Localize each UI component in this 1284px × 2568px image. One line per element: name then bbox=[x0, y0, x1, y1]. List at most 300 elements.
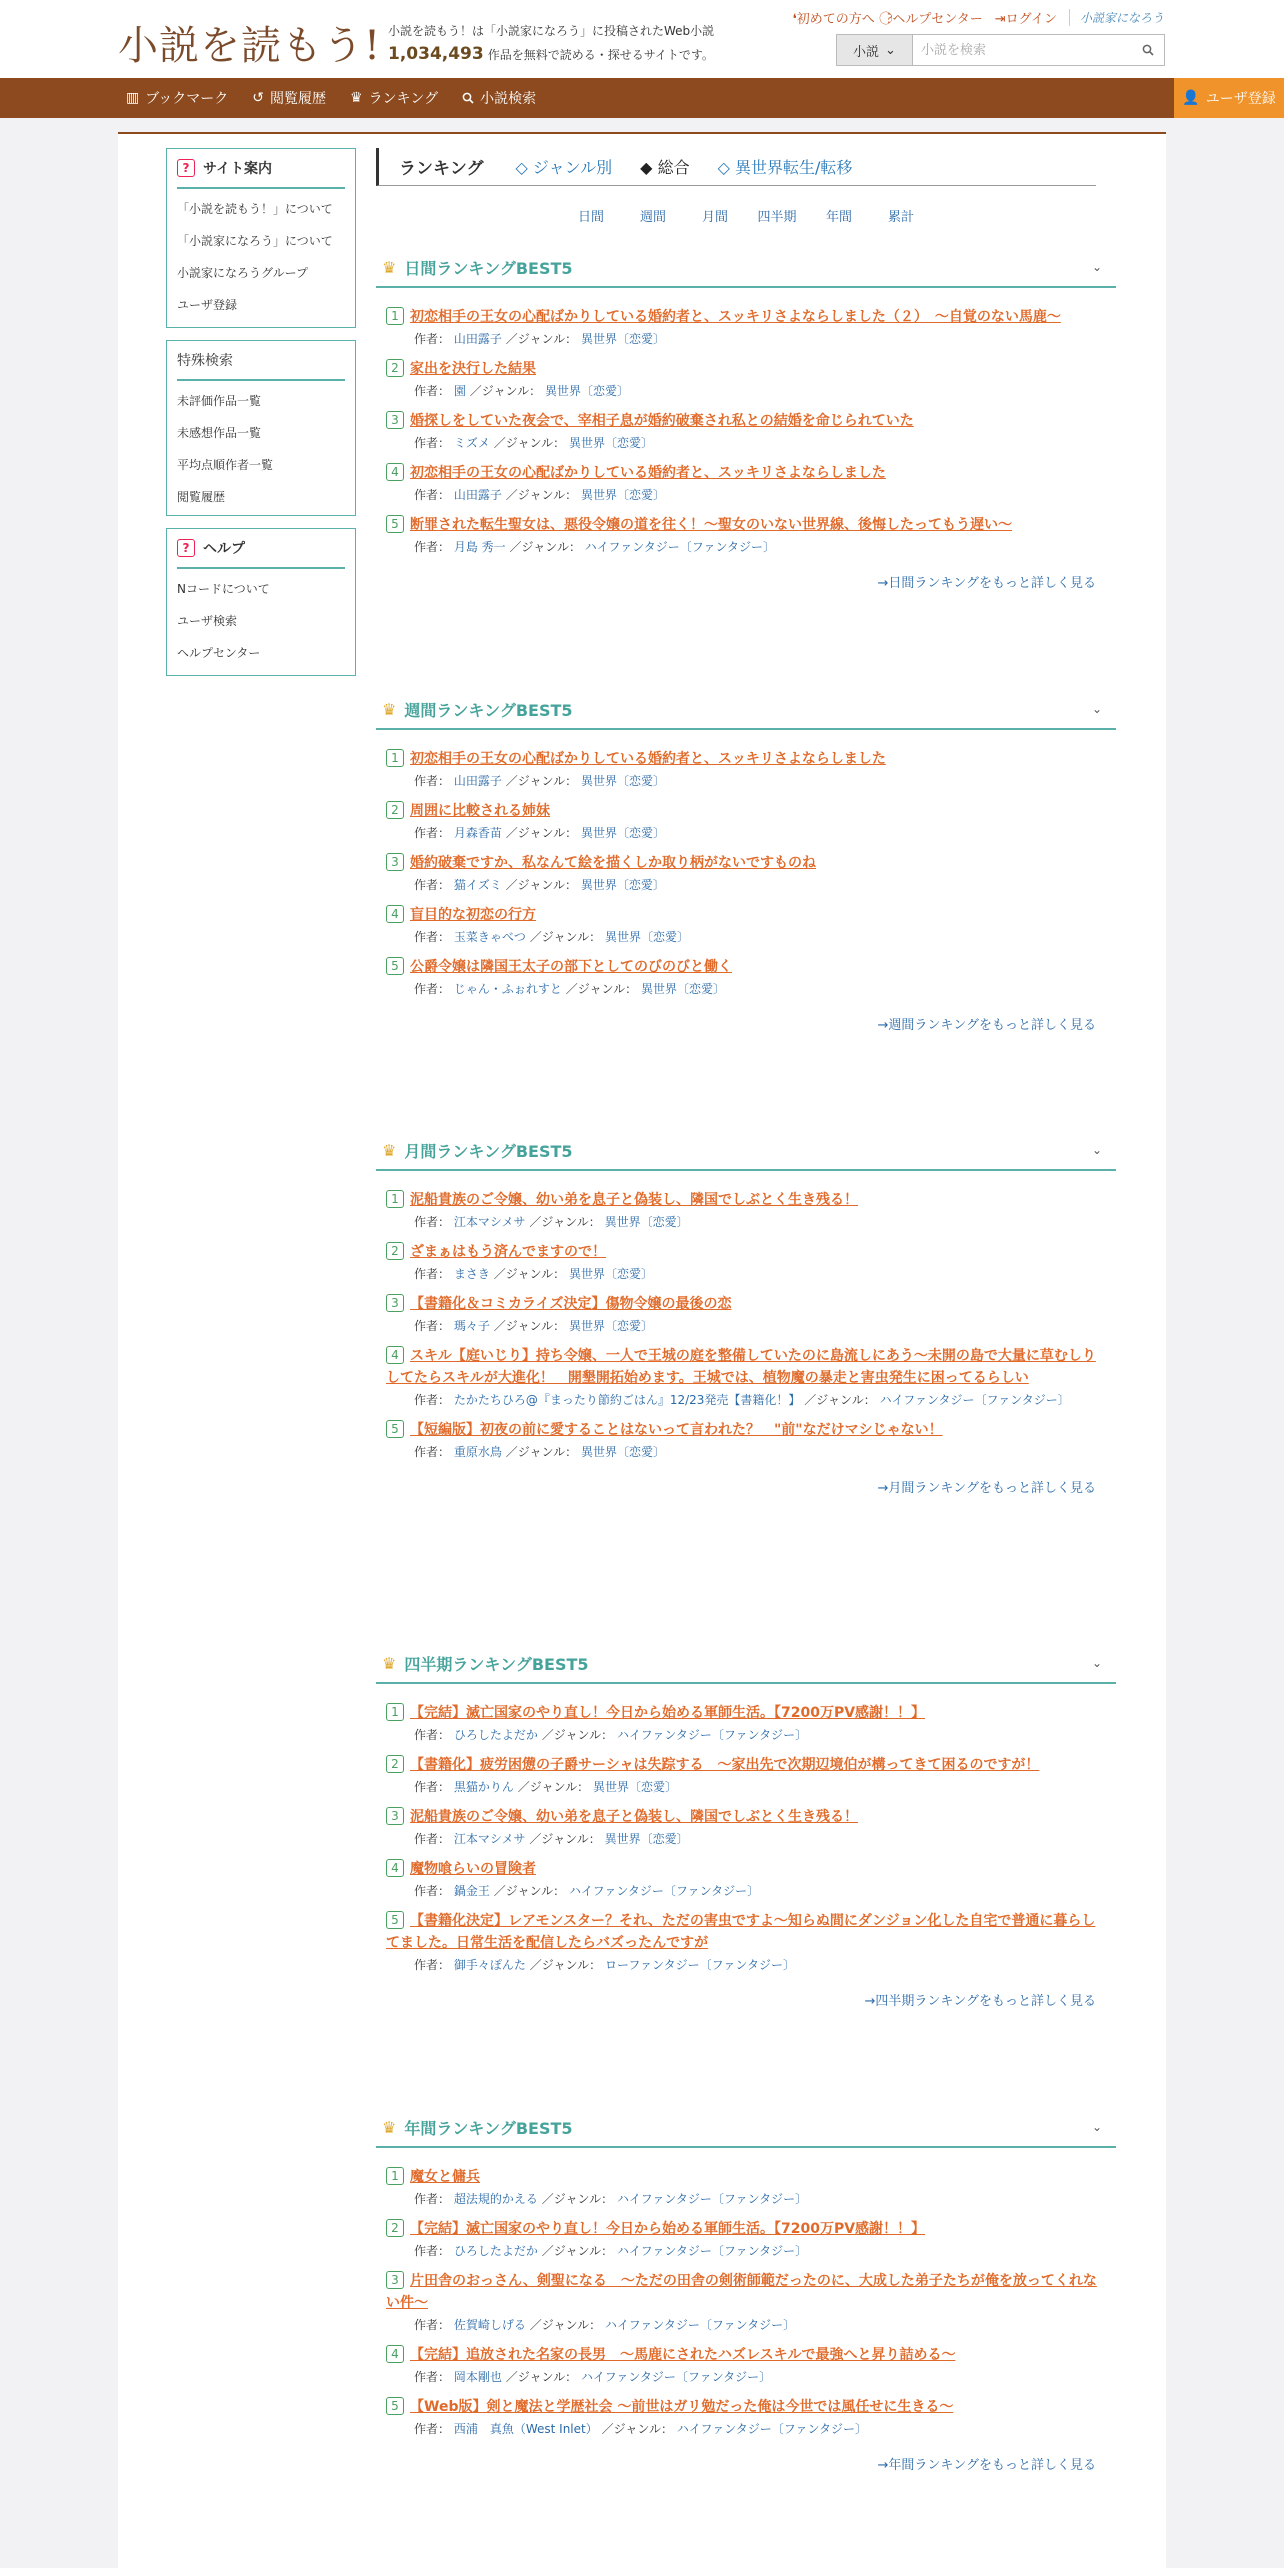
author-label: 作者： bbox=[414, 1780, 451, 1794]
chevron-down-icon[interactable]: ⌄ bbox=[1091, 1143, 1102, 1157]
section-header[interactable] bbox=[376, 1644, 1116, 1684]
ranking-entry bbox=[376, 1181, 1116, 1233]
login-link[interactable] bbox=[995, 8, 1057, 27]
rank-number: 2 bbox=[386, 801, 404, 819]
entry-meta bbox=[386, 432, 1106, 454]
entry-meta bbox=[386, 1880, 1106, 1902]
sidebar-item-ncode[interactable]: Nコードについて bbox=[177, 582, 270, 596]
entry-title: 魔物喰らいの冒険者 bbox=[410, 1861, 536, 1877]
genre-label: ／ジャンル： bbox=[529, 930, 602, 944]
entry-title: 婚約破棄ですか、私なんて絵を描くしか取り柄がないですものね bbox=[410, 855, 816, 871]
author-link[interactable]: 鍋金王 bbox=[453, 1884, 490, 1898]
work-count: 1,034,493 bbox=[388, 44, 484, 64]
ranking-entry bbox=[376, 454, 1116, 506]
author-link[interactable]: 玉菜きゃべつ bbox=[453, 930, 526, 944]
entry-title: 【完結】追放された名家の長男 〜馬鹿にされたハズレスキルで最強へと昇り詰める〜 bbox=[410, 2347, 956, 2363]
genre-label: ／ジャンル： bbox=[541, 1728, 614, 1742]
genre-link[interactable]: 異世界〔恋愛〕 bbox=[640, 982, 725, 996]
content-container bbox=[118, 132, 1166, 2568]
author-label: 作者： bbox=[414, 982, 451, 996]
genre-link[interactable]: ハイファンタジー〔ファンタジー〕 bbox=[879, 1393, 1070, 1407]
site-tagline: 小説を読もう！は「小説家になろう」に投稿されたWeb小説 bbox=[388, 24, 715, 38]
author-link[interactable]: 瑪々子 bbox=[453, 1319, 490, 1333]
sidebar-guide-title-label: サイト案内 bbox=[203, 161, 273, 177]
chevron-down-icon[interactable]: ⌄ bbox=[1091, 1656, 1102, 1670]
rank-number: 1 bbox=[386, 749, 404, 767]
entry-title-link[interactable] bbox=[386, 2399, 953, 2415]
sidebar-special bbox=[166, 340, 356, 516]
entry-title-link[interactable] bbox=[386, 2221, 925, 2237]
author-label: 作者： bbox=[414, 2192, 451, 2206]
author-link[interactable]: 佐賀崎しげる bbox=[453, 2318, 526, 2332]
ranking-entry bbox=[376, 896, 1116, 948]
entry-title: 【Web版】剣と魔法と学歴社会 〜前世はガリ勉だった俺は今世では風任せに生きる〜 bbox=[410, 2399, 954, 2415]
more-ranking-link[interactable]: →月間ランキングをもっと詳しく見る bbox=[877, 1481, 1096, 1496]
section-header[interactable] bbox=[376, 1131, 1116, 1171]
section-header[interactable] bbox=[376, 2108, 1116, 2148]
genre-link[interactable]: 異世界〔恋愛〕 bbox=[568, 436, 653, 450]
ranking-title: ランキング bbox=[399, 159, 484, 179]
ranking-entry bbox=[376, 1411, 1116, 1463]
nav-items bbox=[126, 78, 536, 118]
author-link[interactable]: 江本マシメサ bbox=[453, 1215, 526, 1229]
entry-title: 初恋相手の王女の心配ばかりしている婚約者と、スッキリさよならしました（２） 〜自覚のない馬鹿〜 bbox=[410, 309, 1061, 325]
nav-bookmark-label: ブックマーク bbox=[145, 91, 229, 107]
chevron-down-icon: ⌄ bbox=[885, 42, 896, 58]
genre-label: ／ジャンル： bbox=[529, 1215, 601, 1229]
more-ranking-link[interactable]: →年間ランキングをもっと詳しく見る bbox=[877, 2458, 1096, 2473]
genre-label: ／ジャンル： bbox=[469, 384, 542, 398]
genre-label: ／ジャンル： bbox=[565, 982, 638, 996]
entry-title: 【書籍化決定】レアモンスター？それ、ただの害虫ですよ〜知らぬ間にダンジョン化した自宅で普通に暮らしてました。日常生活を配信したらバズったんですが bbox=[386, 1913, 1096, 1951]
entry-title-link[interactable] bbox=[386, 1348, 1096, 1386]
ranking-entry bbox=[376, 1337, 1116, 1411]
ranking-entry bbox=[376, 2262, 1116, 2336]
author-label: 作者： bbox=[414, 436, 451, 450]
genre-label: ／ジャンル： bbox=[601, 2422, 674, 2436]
rank-number: 1 bbox=[386, 307, 404, 325]
entry-title-link[interactable] bbox=[386, 1705, 925, 1721]
entry-meta bbox=[386, 1441, 1106, 1463]
user-register-label: ユーザ登録 bbox=[1205, 91, 1276, 107]
genre-label: ／ジャンル： bbox=[505, 488, 578, 502]
rank-number: 3 bbox=[386, 2271, 404, 2289]
entry-title-link[interactable] bbox=[386, 1757, 1039, 1773]
login-label: ログイン bbox=[1005, 12, 1057, 27]
entry-title-link[interactable] bbox=[386, 1422, 943, 1438]
sidebar-special-title bbox=[177, 341, 345, 381]
entry-meta bbox=[386, 1954, 1106, 1976]
entry-title: 【短編版】初夜の前に愛することはないって言われた？ "前"なだけマシじゃない！ bbox=[410, 1422, 943, 1438]
author-label: 作者： bbox=[414, 2244, 451, 2258]
entry-title-link[interactable] bbox=[386, 2169, 480, 2185]
genre-label: ／ジャンル： bbox=[505, 2370, 578, 2384]
period-tab-total[interactable]: 累計 bbox=[887, 210, 914, 225]
author-label: 作者： bbox=[414, 1215, 451, 1229]
first-time-label: 初めての方へ bbox=[796, 12, 875, 27]
entry-meta bbox=[386, 380, 1106, 402]
author-label: 作者： bbox=[414, 2370, 451, 2384]
entry-title: 【完結】滅亡国家のやり直し！今日から始める軍師生活。【7200万PV感謝！！】 bbox=[410, 1705, 926, 1721]
entry-meta bbox=[386, 2314, 1106, 2336]
entry-meta bbox=[386, 1263, 1106, 1285]
author-link[interactable]: ひろしたよだか bbox=[453, 1728, 538, 1742]
nav-search-label: 小説検索 bbox=[480, 91, 537, 107]
period-tab-weekly[interactable]: 週間 bbox=[639, 210, 666, 225]
entry-meta bbox=[386, 1828, 1106, 1850]
rank-number: 3 bbox=[386, 411, 404, 429]
author-label: 作者： bbox=[414, 1267, 451, 1281]
ranking-section-monthly bbox=[376, 1131, 1116, 1496]
nav-history-label: 閲覧履歴 bbox=[270, 91, 326, 107]
genre-link[interactable]: ハイファンタジー〔ファンタジー〕 bbox=[676, 2422, 868, 2436]
ranking-entry bbox=[376, 1798, 1116, 1850]
author-label: 作者： bbox=[414, 488, 451, 502]
search-category-value: 小説 bbox=[853, 44, 880, 60]
ranking-entry bbox=[376, 948, 1116, 1000]
ranking-entry bbox=[376, 350, 1116, 402]
sidebar-item-about-narou[interactable]: 「小説家になろう」について bbox=[177, 234, 333, 248]
nav-search[interactable] bbox=[462, 88, 536, 108]
rank-number: 3 bbox=[386, 853, 404, 871]
entry-title-link[interactable] bbox=[386, 2273, 1097, 2311]
more-ranking-link[interactable]: →日間ランキングをもっと詳しく見る bbox=[877, 576, 1096, 591]
entry-title-link[interactable] bbox=[386, 1861, 536, 1877]
author-label: 作者： bbox=[414, 1958, 451, 1972]
author-link[interactable]: たかたちひろ@『まったり節約ごはん』12/23発売【書籍化！】 bbox=[453, 1393, 801, 1407]
book-icon: ❛ bbox=[792, 12, 797, 27]
entry-title-link[interactable] bbox=[386, 2347, 955, 2363]
user-register-button[interactable] bbox=[1174, 78, 1284, 118]
author-link[interactable]: じゃん・ふぉれすと bbox=[453, 982, 562, 996]
sidebar-help-title-label: ヘルプ bbox=[203, 541, 245, 557]
ranking-entry bbox=[376, 402, 1116, 454]
author-link[interactable]: 岡本剛也 bbox=[453, 2370, 502, 2384]
genre-label: ／ジャンル： bbox=[505, 1445, 578, 1459]
chevron-down-icon[interactable]: ⌄ bbox=[1091, 702, 1102, 716]
author-link[interactable]: 月島 秀一 bbox=[453, 540, 506, 554]
ranking-entry bbox=[376, 1902, 1116, 1976]
entry-title: 家出を決行した結果 bbox=[410, 361, 536, 377]
help-center-label: ヘルプセンター bbox=[892, 12, 983, 27]
rank-number: 5 bbox=[386, 1911, 404, 1929]
author-label: 作者： bbox=[414, 384, 451, 398]
sidebar-item-help-center[interactable]: ヘルプセンター bbox=[177, 646, 261, 660]
rank-number: 4 bbox=[386, 463, 404, 481]
author-link[interactable]: ひろしたよだか bbox=[453, 2244, 538, 2258]
entry-title-link[interactable] bbox=[386, 1296, 731, 1312]
sidebar-item-narou-group[interactable]: 小説家になろうグループ bbox=[177, 266, 309, 280]
crown-icon: ♛ bbox=[382, 1140, 397, 1160]
ranking-entry bbox=[376, 1285, 1116, 1337]
sidebar-item-history[interactable]: 閲覧履歴 bbox=[177, 490, 226, 504]
history-icon: ↺ bbox=[252, 90, 264, 106]
rank-number: 3 bbox=[386, 1807, 404, 1825]
entry-title-link[interactable] bbox=[386, 751, 886, 767]
section-title: 年間ランキングBEST5 bbox=[404, 2118, 573, 2138]
author-label: 作者： bbox=[414, 332, 451, 346]
section-header[interactable] bbox=[376, 690, 1116, 730]
genre-link[interactable]: 異世界〔恋愛〕 bbox=[544, 384, 629, 398]
entry-meta bbox=[386, 1776, 1106, 1798]
genre-link[interactable]: ハイファンタジー〔ファンタジー〕 bbox=[616, 2244, 808, 2258]
genre-label: ／ジャンル： bbox=[529, 1958, 602, 1972]
ranking-entry bbox=[376, 1694, 1116, 1746]
entry-title-link[interactable] bbox=[386, 1244, 606, 1260]
ranking-entry bbox=[376, 1233, 1116, 1285]
entry-title: 周囲に比較される姉妹 bbox=[410, 803, 550, 819]
genre-label: ／ジャンル： bbox=[493, 1319, 566, 1333]
rank-number: 4 bbox=[386, 1859, 404, 1877]
genre-label: ／ジャンル： bbox=[505, 826, 578, 840]
genre-link[interactable]: ハイファンタジー〔ファンタジー〕 bbox=[616, 2192, 808, 2206]
entry-meta bbox=[386, 978, 1106, 1000]
author-label: 作者： bbox=[414, 878, 451, 892]
rank-number: 5 bbox=[386, 2397, 404, 2415]
entry-meta bbox=[386, 770, 1106, 792]
author-link[interactable]: 月森香苗 bbox=[453, 826, 502, 840]
genre-link[interactable]: ローファンタジー〔ファンタジー〕 bbox=[604, 1958, 795, 1972]
genre-link[interactable]: ハイファンタジー〔ファンタジー〕 bbox=[616, 1728, 808, 1742]
genre-label: ／ジャンル： bbox=[505, 774, 578, 788]
question-icon: ? bbox=[177, 159, 195, 177]
sidebar-help bbox=[166, 528, 356, 676]
rank-number: 1 bbox=[386, 1703, 404, 1721]
ranking-section-quarterly bbox=[376, 1644, 1116, 2009]
entry-meta bbox=[386, 2418, 1106, 2440]
author-label: 作者： bbox=[414, 1728, 451, 1742]
rank-number: 3 bbox=[386, 1294, 404, 1312]
sidebar-item-unrated[interactable]: 未評価作品一覧 bbox=[177, 394, 262, 408]
search-category-select[interactable] bbox=[837, 35, 913, 65]
entry-title: 婚探しをしていた夜会で、宰相子息が婚約破棄され私との結婚を命じられていた bbox=[410, 413, 914, 429]
ranking-entry bbox=[376, 1746, 1116, 1798]
genre-link[interactable]: ハイファンタジー〔ファンタジー〕 bbox=[580, 2370, 772, 2384]
tab-genre[interactable]: ◇ ジャンル別 bbox=[515, 158, 613, 177]
entry-title-link[interactable] bbox=[386, 1809, 858, 1825]
section-header[interactable] bbox=[376, 248, 1116, 288]
question-icon: ? bbox=[177, 539, 195, 557]
genre-link[interactable]: 異世界〔恋愛〕 bbox=[580, 332, 665, 346]
nav-bar bbox=[0, 78, 1284, 118]
author-label: 作者： bbox=[414, 1832, 451, 1846]
author-link[interactable]: 黒猫かりん bbox=[453, 1780, 514, 1794]
author-label: 作者： bbox=[414, 826, 451, 840]
work-count-line bbox=[388, 44, 714, 64]
author-link[interactable]: 重原水鳥 bbox=[453, 1445, 502, 1459]
rank-number: 1 bbox=[386, 2167, 404, 2185]
entry-title-link[interactable] bbox=[386, 413, 914, 429]
author-link[interactable]: 園 bbox=[453, 384, 466, 398]
period-tab-yearly[interactable]: 年間 bbox=[825, 210, 852, 225]
entry-meta bbox=[386, 926, 1106, 948]
ranking-section-daily bbox=[376, 248, 1116, 591]
ranking-entry bbox=[376, 2336, 1116, 2388]
work-count-suffix: 作品を無料で読める・探せるサイトです。 bbox=[487, 48, 714, 62]
crown-icon: ♛ bbox=[382, 257, 397, 277]
tab-overall[interactable]: ◆ 総合 bbox=[640, 158, 690, 177]
question-circle-icon: ?⃝ bbox=[886, 12, 893, 27]
nav-history[interactable] bbox=[252, 88, 326, 108]
rank-number: 2 bbox=[386, 359, 404, 377]
entry-title-link[interactable] bbox=[386, 855, 816, 871]
search-icon bbox=[1142, 44, 1154, 56]
sidebar-guide-title bbox=[177, 149, 345, 189]
rank-number: 2 bbox=[386, 2219, 404, 2237]
entry-meta bbox=[386, 536, 1106, 558]
genre-label: ／ジャンル： bbox=[517, 1780, 590, 1794]
author-link[interactable]: 山田露子 bbox=[453, 774, 502, 788]
genre-link[interactable]: 異世界〔恋愛〕 bbox=[568, 1319, 653, 1333]
genre-label: ／ジャンル： bbox=[541, 2244, 614, 2258]
crown-icon: ♛ bbox=[382, 699, 397, 719]
entry-title: スキル【庭いじり】持ち令嬢、一人で王城の庭を整備していたのに島流しにあう〜未開の島で大量に草むしりしてたらスキルが大進化！ 開墾開拓始めます。王城では、植物魔の暴走と害虫発生に困ってるらしい bbox=[386, 1348, 1096, 1386]
chevron-down-icon[interactable]: ⌄ bbox=[1091, 260, 1102, 274]
sidebar-item-no-review[interactable]: 未感想作品一覧 bbox=[177, 426, 262, 440]
ranking-entry bbox=[376, 2388, 1116, 2440]
author-link[interactable]: 山田露子 bbox=[453, 332, 502, 346]
entry-title: 初恋相手の王女の心配ばかりしている婚約者と、スッキリさよならしました bbox=[410, 465, 886, 481]
genre-link[interactable]: ハイファンタジー〔ファンタジー〕 bbox=[604, 2318, 796, 2332]
entry-title-link[interactable] bbox=[386, 361, 536, 377]
genre-label: ／ジャンル： bbox=[529, 2318, 602, 2332]
entry-title-link[interactable] bbox=[386, 803, 550, 819]
ranking-header bbox=[376, 148, 1096, 186]
period-tab-quarterly[interactable]: 四半期 bbox=[757, 210, 797, 225]
entry-title: 泥船貴族のご令嬢、幼い弟を息子と偽装し、隣国でしぶとく生き残る！ bbox=[410, 1192, 858, 1208]
nav-bookmark[interactable] bbox=[126, 88, 228, 108]
narou-logo-link[interactable]: 小説家になろう bbox=[1069, 9, 1164, 26]
chevron-down-icon[interactable]: ⌄ bbox=[1091, 2120, 1102, 2134]
entry-meta bbox=[386, 822, 1106, 844]
period-tab-daily[interactable]: 日間 bbox=[577, 210, 604, 225]
author-link[interactable]: 超法規的かえる bbox=[453, 2192, 538, 2206]
entry-title-link[interactable] bbox=[386, 1913, 1095, 1951]
search-button[interactable] bbox=[1132, 35, 1164, 65]
nav-ranking[interactable] bbox=[350, 88, 438, 108]
genre-label: ／ジャンル： bbox=[509, 540, 581, 554]
entry-meta bbox=[386, 2366, 1106, 2388]
entry-meta bbox=[386, 1724, 1106, 1746]
genre-link[interactable]: 異世界〔恋愛〕 bbox=[568, 1267, 653, 1281]
entry-title: 【書籍化＆コミカライズ決定】傷物令嬢の最後の恋 bbox=[410, 1296, 732, 1312]
author-label: 作者： bbox=[414, 2318, 451, 2332]
genre-label: ／ジャンル： bbox=[493, 1884, 566, 1898]
sidebar-guide bbox=[166, 148, 356, 328]
genre-link[interactable]: 異世界〔恋愛〕 bbox=[580, 488, 665, 502]
genre-link[interactable]: 異世界〔恋愛〕 bbox=[580, 1445, 665, 1459]
entry-title-link[interactable] bbox=[386, 517, 1012, 533]
login-icon: ⇥ bbox=[994, 12, 1006, 27]
entry-title-link[interactable] bbox=[386, 907, 536, 923]
entry-title: 魔女と傭兵 bbox=[410, 2169, 480, 2185]
author-label: 作者： bbox=[414, 1884, 451, 1898]
author-label: 作者： bbox=[414, 774, 451, 788]
sidebar-item-avg-authors[interactable]: 平均点順作者一覧 bbox=[177, 458, 274, 472]
more-ranking-link[interactable]: →週間ランキングをもっと詳しく見る bbox=[877, 1018, 1096, 1033]
crown-icon: ♛ bbox=[382, 2117, 397, 2137]
rank-number: 1 bbox=[386, 1190, 404, 1208]
entry-title: 【完結】滅亡国家のやり直し！今日から始める軍師生活。【7200万PV感謝！！】 bbox=[410, 2221, 926, 2237]
entry-meta bbox=[386, 1389, 1106, 1411]
genre-label: ／ジャンル： bbox=[505, 878, 578, 892]
entry-title-link[interactable] bbox=[386, 1192, 858, 1208]
sidebar-item-user-register[interactable]: ユーザ登録 bbox=[177, 298, 238, 312]
genre-link[interactable]: 異世界〔恋愛〕 bbox=[580, 878, 665, 892]
rank-number: 2 bbox=[386, 1755, 404, 1773]
more-ranking-link[interactable]: →四半期ランキングをもっと詳しく見る bbox=[864, 1994, 1096, 2009]
genre-label: ／ジャンル： bbox=[493, 1267, 566, 1281]
genre-link[interactable]: 異世界〔恋愛〕 bbox=[604, 930, 689, 944]
search-input[interactable] bbox=[913, 35, 1132, 65]
sidebar-item-user-search[interactable]: ユーザ検索 bbox=[177, 614, 238, 628]
crown-icon: ♛ bbox=[382, 1653, 397, 1673]
user-icon: 👤 bbox=[1182, 90, 1200, 106]
entry-title-link[interactable] bbox=[386, 309, 1061, 325]
author-link[interactable]: ミズメ bbox=[453, 436, 490, 450]
rank-number: 4 bbox=[386, 1346, 404, 1364]
site-header bbox=[0, 0, 1284, 78]
entry-title-link[interactable] bbox=[386, 465, 886, 481]
entry-title-link[interactable] bbox=[386, 959, 732, 975]
ranking-entry bbox=[376, 2210, 1116, 2262]
entry-title: 公爵令嬢は隣国王太子の部下としてのびのびと働く bbox=[410, 959, 732, 975]
entry-meta bbox=[386, 328, 1106, 350]
search-box bbox=[836, 34, 1165, 66]
section-title: 日間ランキングBEST5 bbox=[404, 258, 573, 278]
genre-link[interactable]: 異世界〔恋愛〕 bbox=[604, 1832, 689, 1846]
ranking-entry bbox=[376, 792, 1116, 844]
genre-link[interactable]: 異世界〔恋愛〕 bbox=[580, 826, 665, 840]
entry-title: 片田舎のおっさん、剣聖になる 〜ただの田舎の剣術師範だったのに、大成した弟子たちが俺を放ってくれない件〜 bbox=[386, 2273, 1097, 2311]
genre-label: ／ジャンル： bbox=[493, 436, 566, 450]
crown-icon: ♛ bbox=[350, 90, 363, 106]
rank-number: 5 bbox=[386, 515, 404, 533]
site-logo[interactable]: 小説を読もう! bbox=[118, 23, 382, 69]
help-center-link[interactable] bbox=[887, 8, 983, 27]
entry-meta bbox=[386, 1315, 1106, 1337]
entry-title: 【書籍化】疲労困憊の子爵サーシャは失踪する 〜家出先で次期辺境伯が構ってきて困るのですが！ bbox=[410, 1757, 1040, 1773]
genre-label: ／ジャンル： bbox=[541, 2192, 614, 2206]
entry-meta bbox=[386, 874, 1106, 896]
genre-link[interactable]: 異世界〔恋愛〕 bbox=[580, 774, 665, 788]
author-link[interactable]: 猫イズミ bbox=[453, 878, 502, 892]
bookmark-icon: ▥ bbox=[126, 90, 140, 106]
author-link[interactable]: 江本マシメサ bbox=[453, 1832, 526, 1846]
genre-link[interactable]: 異世界〔恋愛〕 bbox=[604, 1215, 689, 1229]
genre-link[interactable]: ハイファンタジー〔ファンタジー〕 bbox=[568, 1884, 760, 1898]
period-tab-monthly[interactable]: 月間 bbox=[701, 210, 728, 225]
sidebar-item-about-yomou[interactable]: 「小説を読もう！」について bbox=[177, 202, 333, 216]
sidebar-help-title bbox=[177, 529, 345, 569]
author-label: 作者： bbox=[414, 540, 451, 554]
rank-number: 2 bbox=[386, 1242, 404, 1260]
author-label: 作者： bbox=[414, 1319, 451, 1333]
genre-link[interactable]: ハイファンタジー〔ファンタジー〕 bbox=[584, 540, 775, 554]
first-time-link[interactable] bbox=[793, 8, 875, 27]
genre-link[interactable]: 異世界〔恋愛〕 bbox=[592, 1780, 677, 1794]
genre-label: ／ジャンル： bbox=[804, 1393, 876, 1407]
ranking-entry bbox=[376, 1850, 1116, 1902]
rank-number: 4 bbox=[386, 2345, 404, 2363]
author-link[interactable]: まさき bbox=[453, 1267, 490, 1281]
author-link[interactable]: 西浦 真魚（West Inlet） bbox=[453, 2422, 598, 2436]
author-link[interactable]: 山田露子 bbox=[453, 488, 502, 502]
tab-isekai[interactable]: ◇ 異世界転生/転移 bbox=[717, 158, 853, 177]
rank-number: 5 bbox=[386, 957, 404, 975]
author-link[interactable]: 御手々ぽんた bbox=[453, 1958, 526, 1972]
search-icon bbox=[462, 92, 474, 104]
